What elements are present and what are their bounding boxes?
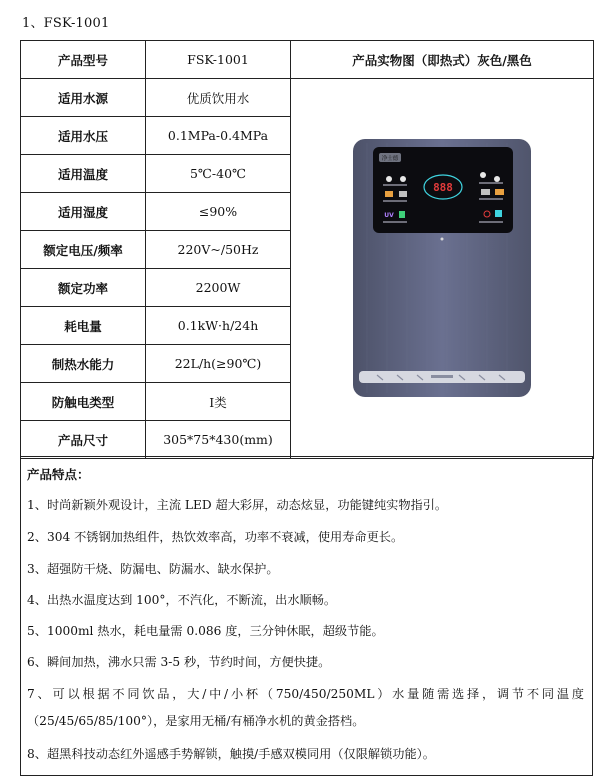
spec-value: 22L/h(≥90℃)	[146, 345, 291, 383]
sensor-dot	[441, 237, 444, 240]
spec-value: ≤90%	[146, 193, 291, 231]
feature-item: 2、304 不锈钢加热组件，热饮效率高，功率不衰减，使用寿命更长。	[27, 530, 404, 544]
kettle-icon	[386, 176, 392, 182]
spec-value: 0.1kW·h/24h	[146, 307, 291, 345]
bowl-icon	[481, 189, 490, 195]
bottle-icon	[480, 172, 486, 178]
document-heading: 1、FSK-1001	[22, 16, 110, 31]
spec-key: 适用水压	[21, 117, 146, 155]
feature-item: 1、时尚新颖外观设计，主流 LED 超大彩屏，动态炫显，功能键纯实物指引。	[27, 498, 448, 512]
spec-table	[20, 40, 594, 459]
feature-item: 7、可以根据不同饮品，大/中/小杯（750/450/250ML）水量随需选择，调节不同温度（25/45/65/85/100°），是家用无桶/有桶净水机的黄金搭档。	[27, 687, 584, 728]
glass-icon	[399, 191, 407, 197]
spec-value: FSK-1001	[146, 41, 291, 79]
spec-value: 0.1MPa-0.4MPa	[146, 117, 291, 155]
spec-key: 适用湿度	[21, 193, 146, 231]
feature-item: 3、超强防干烧、防漏电、防漏水、缺水保护。	[27, 562, 279, 576]
brand-logo-text: 净士德	[381, 155, 399, 162]
spec-key: 额定功率	[21, 269, 146, 307]
noodle-icon	[495, 189, 504, 195]
lock-icon	[495, 210, 502, 217]
spec-key: 防触电类型	[21, 383, 146, 421]
spec-row	[21, 79, 594, 117]
spec-key: 适用水源	[21, 79, 146, 117]
features-title: 产品特点：	[27, 467, 90, 482]
mug-icon	[400, 176, 406, 182]
drip-tray-slot	[431, 375, 453, 378]
features-box	[20, 456, 593, 776]
water-dispenser-image	[347, 135, 537, 403]
feature-item: 6、瞬间加热，沸水只需 3-5 秒，节约时间，方便快捷。	[27, 655, 331, 669]
spec-key: 额定电压/频率	[21, 231, 146, 269]
cup-icon	[385, 191, 393, 197]
spec-key: 适用温度	[21, 155, 146, 193]
feature-item: 4、出热水温度达到 100°，不汽化，不断流，出水顺畅。	[27, 593, 337, 607]
svg-text:UV: UV	[384, 211, 394, 219]
filter-icon	[399, 211, 405, 218]
spec-value: 220V~/50Hz	[146, 231, 291, 269]
spec-value: 优质饮用水	[146, 79, 291, 117]
spec-value: 5℃-40℃	[146, 155, 291, 193]
digital-readout: 888	[433, 180, 453, 194]
feature-item: 5、1000ml 热水，耗电量需 0.086 度，三分钟休眠，超级节能。	[27, 624, 384, 638]
spec-key: 产品型号	[21, 41, 146, 79]
feature-item: 8、超黑科技动态红外遥感手势解锁，触摸/手感双模同用（仅限解锁功能）。	[27, 747, 435, 761]
photo-header: 产品实物图（即热式）灰色/黑色	[291, 41, 594, 79]
spec-value: 2200W	[146, 269, 291, 307]
spec-row	[21, 41, 594, 79]
spec-value: I类	[146, 383, 291, 421]
spec-key: 耗电量	[21, 307, 146, 345]
spec-key: 制热水能力	[21, 345, 146, 383]
spec-value: 305*75*430(mm)	[146, 421, 291, 459]
teapot-icon	[494, 176, 500, 182]
product-photo-cell	[291, 79, 594, 459]
spec-key: 产品尺寸	[21, 421, 146, 459]
